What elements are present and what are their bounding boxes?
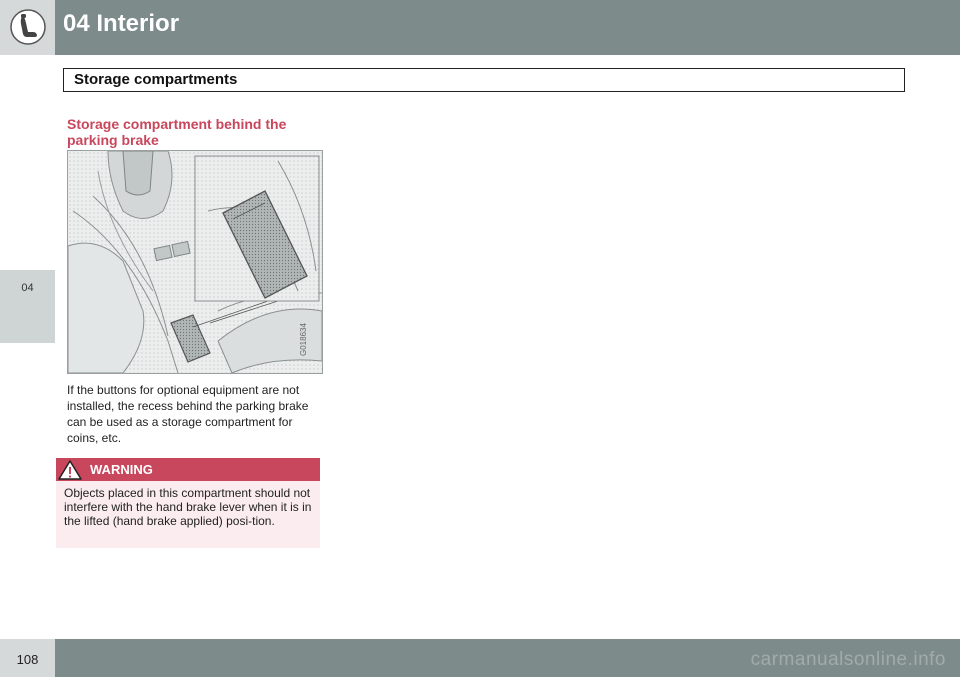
chapter-title: 04 Interior — [63, 10, 180, 37]
warning-box — [56, 458, 320, 548]
section-title: Storage compartments — [74, 71, 238, 88]
warning-text: Objects placed in this compartment should not interfere with the hand brake lever when it is in the lifted (hand brake applied) posi-tion. — [64, 486, 312, 528]
console-illustration — [67, 150, 323, 374]
chapter-tab — [0, 270, 55, 343]
car-seat-icon — [9, 8, 47, 46]
page-number-box — [0, 639, 55, 677]
content-paragraph: If the buttons for optional equipment are not installed, the recess behind the parking brake can be used as a storage compartment for coins, etc. — [67, 383, 309, 445]
figure-code: G018634 — [299, 323, 308, 356]
section-title-bar — [63, 68, 905, 92]
warning-triangle-icon — [56, 459, 84, 481]
chapter-header — [0, 0, 960, 55]
content-heading: Storage compartment behind the parking brake — [67, 116, 287, 148]
page-footer — [0, 639, 960, 677]
warning-header — [56, 458, 320, 481]
chapter-tab-label: 04 — [21, 282, 34, 294]
center-console-storage-illustration — [68, 151, 322, 373]
watermark: carmanualsonline.info — [750, 649, 946, 670]
warning-label: WARNING — [90, 462, 153, 477]
chapter-icon-box — [0, 0, 55, 55]
left-margin — [0, 55, 55, 639]
page-number: 108 — [16, 652, 39, 667]
